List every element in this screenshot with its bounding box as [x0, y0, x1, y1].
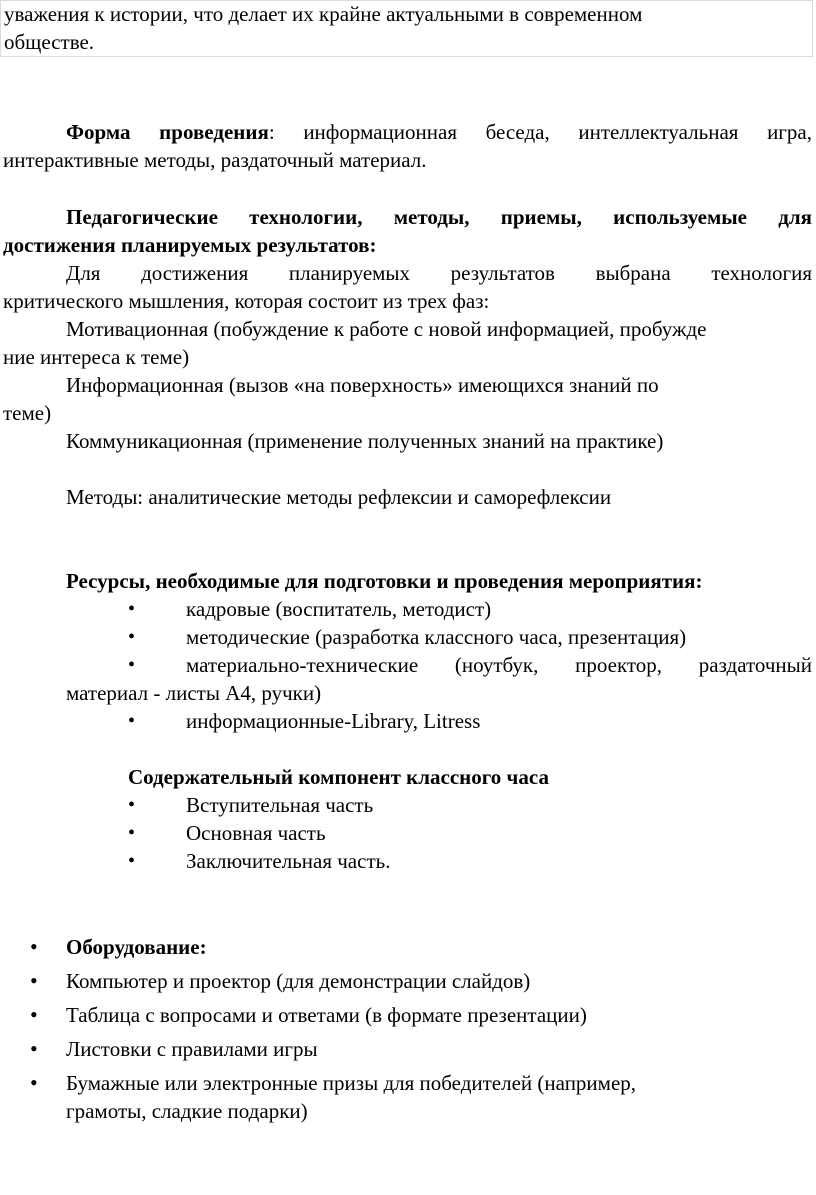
equipment-item-prizes-line-1: Бумажные или электронные призы для победителей (например, — [66, 1071, 637, 1095]
content-item-final: Заключительная часть. — [186, 849, 391, 873]
technologies-heading-line-1: Педагогические технологии, методы, приемы, используемые для — [66, 205, 812, 229]
resources-heading: Ресурсы, необходимые для подготовки и проведения мероприятия: — [66, 569, 703, 593]
bullet-icon: • — [128, 850, 136, 872]
resource-item-material-line-2: материал - листы А4, ручки) — [66, 681, 322, 705]
bullet-icon: • — [128, 626, 136, 648]
bullet-icon: • — [128, 654, 136, 676]
equipment-heading: Оборудование: — [66, 935, 207, 959]
bullet-icon: • — [128, 710, 136, 732]
content-item-intro: Вступительная часть — [186, 793, 374, 817]
phase-motivational-line-2: ние интереса к теме) — [3, 345, 190, 369]
content-item-main: Основная часть — [186, 821, 326, 845]
bullet-icon: • — [30, 934, 38, 959]
phase-communicative: Коммуникационная (применение полученных знаний на практике) — [66, 429, 664, 453]
bullet-icon: • — [30, 968, 38, 993]
phase-motivational-line-1: Мотивационная (побуждение к работе с новой информацией, пробужде — [66, 317, 707, 341]
equipment-item-prizes-line-2: грамоты, сладкие подарки) — [66, 1099, 308, 1123]
technologies-para-line-1: Для достижения планируемых результатов выбрана технология — [66, 261, 812, 285]
form-line-1 — [66, 118, 812, 146]
equipment-item-table: Таблица с вопросами и ответами (в формате презентации) — [66, 1003, 587, 1027]
bullet-icon: • — [30, 1002, 38, 1027]
phase-informational-line-1: Информационная (вызов «на поверхность» имеющихся знаний по — [66, 373, 659, 397]
form-label: Форма проведения — [66, 120, 269, 144]
intro-line-1: уважения к истории, что делает их крайне актуальными в современном — [4, 2, 643, 26]
intro-box — [0, 0, 813, 57]
bullet-icon: • — [128, 598, 136, 620]
bullet-icon: • — [128, 794, 136, 816]
form-line-2: интерактивные методы, раздаточный материал. — [3, 148, 427, 172]
form-colon: : — [268, 120, 275, 144]
technologies-heading-line-2: достижения планируемых результатов: — [3, 233, 377, 257]
intro-line-2: обществе. — [4, 30, 95, 54]
resource-item-staff: кадровые (воспитатель, методист) — [186, 597, 492, 621]
resource-item-material-line-1: материально-технические (ноутбук, проектор, раздаточный — [186, 653, 812, 677]
bullet-icon: • — [30, 1036, 38, 1061]
form-text-1: информационная беседа, интеллектуальная игра, — [303, 120, 812, 144]
methods-line: Методы: аналитические методы рефлексии и саморефлексии — [66, 485, 612, 509]
equipment-item-leaflets: Листовки с правилами игры — [66, 1037, 318, 1061]
bullet-icon: • — [30, 1070, 38, 1095]
resource-item-methodical: методические (разработка классного часа, презентация) — [186, 625, 687, 649]
phase-informational-line-2: теме) — [3, 401, 52, 425]
content-heading: Содержательный компонент классного часа — [128, 765, 549, 789]
bullet-icon: • — [128, 822, 136, 844]
technologies-para-line-2: критического мышления, которая состоит из трех фаз: — [3, 289, 490, 313]
resource-item-information: информационные-Library, Litress — [186, 709, 481, 733]
equipment-item-computer: Компьютер и проектор (для демонстрации слайдов) — [66, 969, 531, 993]
